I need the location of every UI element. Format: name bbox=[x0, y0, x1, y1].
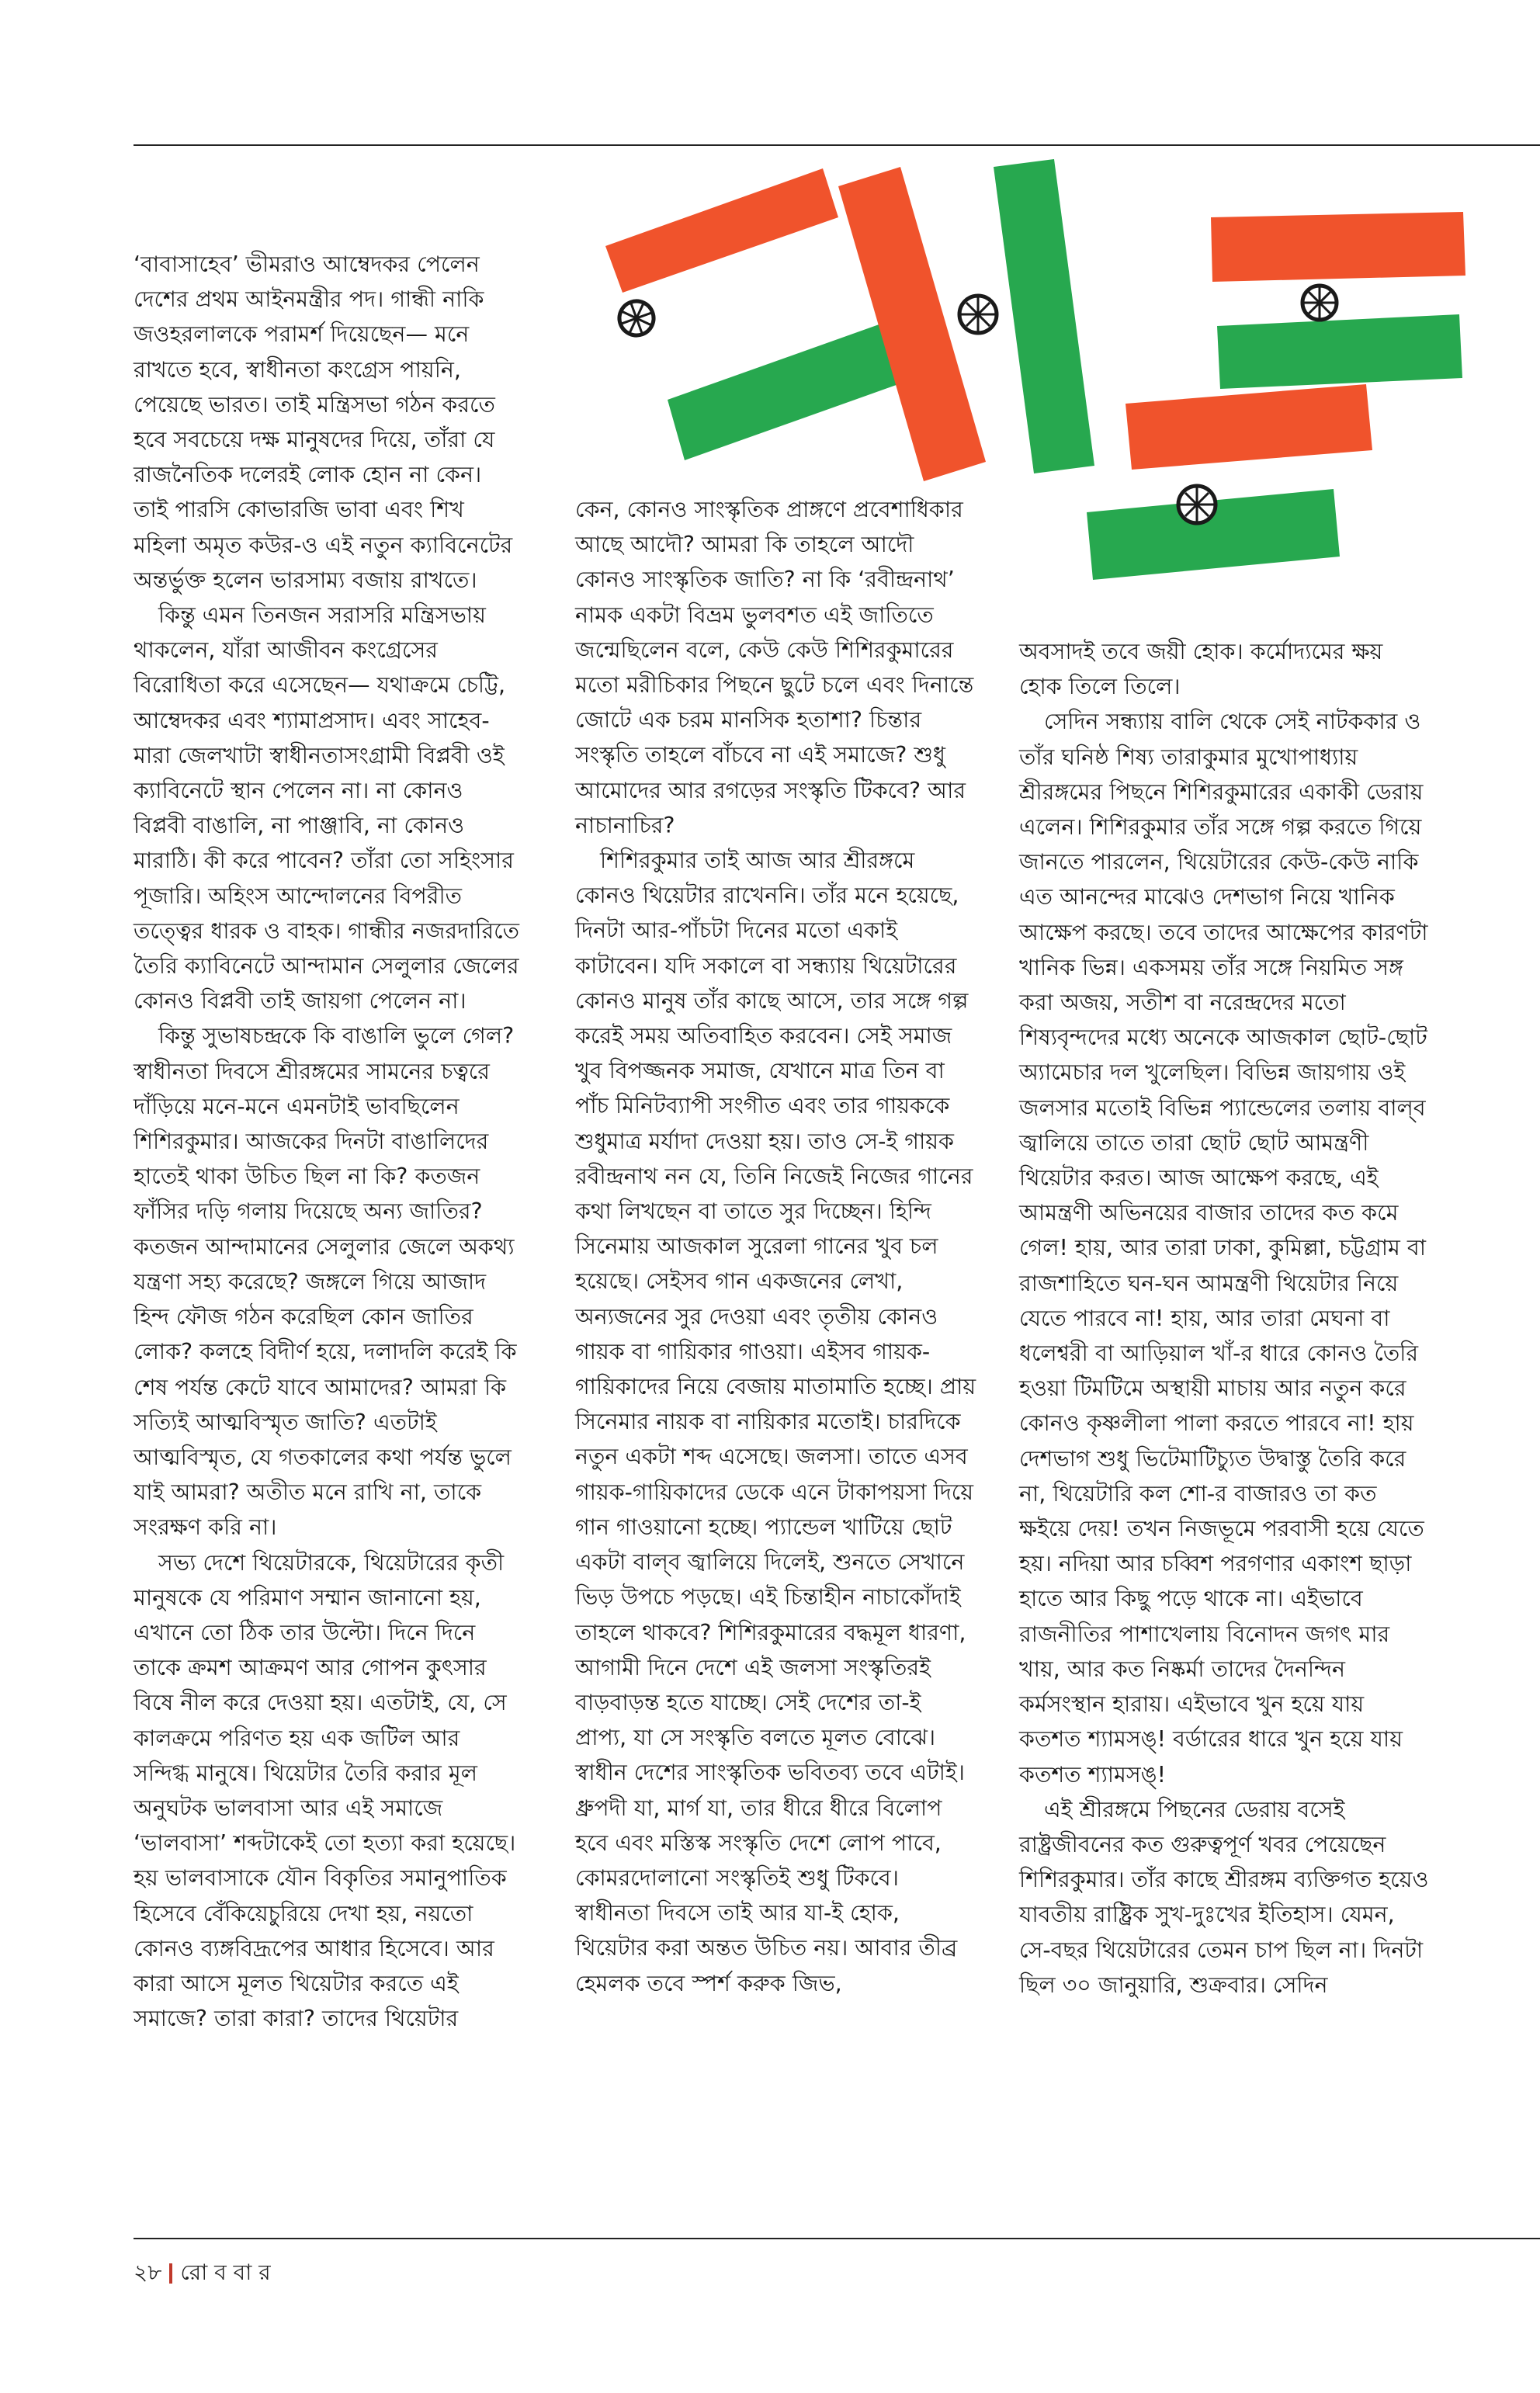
paragraph: কেন, কোনও সাংস্কৃতিক প্রাঙ্গণে প্রবেশাধিকার আছে আদৌ? আমরা কি তাহলে আদৌ কোনও সাংস্কৃতিক জাতি? না কি ‘রবীন্দ্রনাথ’ নামক একটা বিভ্রম ভুলবশত এই জাতিতে জন্মেছিলেন বলে, কেউ কেউ শিশিরকুমারের মতো মরীচিকার পিছনে ছুটে চলে এবং দিনান্তে জোটে এক চরম মানসিক হতাশা? চিন্তার সংস্কৃতি তাহলে বাঁচবে না এই সমাজে? শুধু আমোদের আর রগড়ের সংস্কৃতি টিকবে? আর নাচানাচির? bbox=[575, 497, 974, 838]
paragraph: ‘বাবাসাহেব’ ভীমরাও আম্বেদকর পেলেন দেশের প্রথম আইনমন্ত্রীর পদ। গান্ধী নাকি জওহরলালকে পরামর্শ দিয়েছেন— মনে রাখতে হবে, স্বাধীনতা কংগ্রেস পায়নি, পেয়েছে ভারত। তাই মন্ত্রিসভা গঠন করতে হবে সবচেয়ে দক্ষ মানুষদের দিয়ে, তাঁরা যে রাজনৈতিক দলেরই লোক হোন না কেন। তাই পারসি কোভারজি ভাবা এবং শিখ মহিলা অমৃত কউর-ও এই নতুন ক্যাবিনেটের অন্তর্ভুক্ত হলেন ভারসাম্য বজায় রাখতে। bbox=[134, 251, 513, 593]
flag-bottom-saffron bbox=[1126, 384, 1372, 470]
magazine-name: রো ব বা র bbox=[180, 2259, 271, 2285]
flag-left-green bbox=[668, 318, 916, 460]
article-column-3 bbox=[1019, 634, 1431, 2003]
flag-right bbox=[1211, 212, 1465, 389]
footer-divider bbox=[169, 2263, 172, 2284]
paragraph: সভ্য দেশে থিয়েটারকে, থিয়েটারের কৃতী মানুষকে যে পরিমাণ সম্মান জানানো হয়, এখানে তো ঠিক তার উল্টো। দিনে দিনে তাকে ক্রমশ আক্রমণ আর গোপন কুৎসার বিষে নীল করে দেওয়া হয়। এতটাই, যে, সে কালক্রমে পরিণত হয় এক জটিল আর সন্দিগ্ধ মানুষে। থিয়েটার তৈরি করার মূল অনুঘটক ভালবাসা আর এই সমাজে ‘ভালবাসা’ শব্দটাকেই তো হত্যা করা হয়েছে। হয় ভালবাসাকে যৌন বিকৃতির সমানুপাতিক হিসেবে বেঁকিয়েচুরিয়ে দেখা হয়, নয়তো কোনও ব্যঙ্গবিদ্রূপের আধার হিসেবে। আর কারা আসে মূলত থিয়েটার করতে এই সমাজে? তারা কারা? তাদের থিয়েটার bbox=[134, 1549, 516, 2032]
page-footer bbox=[134, 2259, 271, 2287]
paragraph: শিশিরকুমার তাই আজ আর শ্রীরঙ্গমে কোনও থিয়েটার রাখেননি। তাঁর মনে হয়েছে, দিনটা আর-পাঁচটা দিনের মতো একাই কাটাবেন। যদি সকালে বা সন্ধ্যায় থিয়েটারের কোনও মানুষ তাঁর কাছে আসে, তার সঙ্গে গল্প করেই সময় অতিবাহিত করবেন। সেই সমাজ খুব বিপজ্জনক সমাজ, যেখানে মাত্র তিন বা পাঁচ মিনিটব্যাপী সংগীত এবং তার গায়ককে শুধুমাত্র মর্যাদা দেওয়া হয়। তাও সে-ই গায়ক রবীন্দ্রনাথ নন যে, তিনি নিজেই নিজের গানের কথা লিখছেন বা তাতে সুর দিচ্ছেন। হিন্দি সিনেমায় আজকাল সুরেলা গানের খুব চল হয়েছে। সেইসব গান একজনের লেখা, অন্যজনের সুর দেওয়া এবং তৃতীয় কোনও গায়ক বা গায়িকার গাওয়া। এইসব গায়ক-গায়িকাদের নিয়ে বেজায় মাতামাতি হচ্ছে। প্রায় সিনেমার নায়ক বা নায়িকার মতোই। চারদিকে নতুন একটা শব্দ এসেছে। জলসা। তাতে এসব গায়ক-গায়িকাদের ডেকে এনে টাকাপয়সা দিয়ে গান গাওয়ানো হচ্ছে। প্যান্ডেল খাটিয়ে ছোট একটা বাল্‌ব জ্বালিয়ে দিলেই, শুনতে সেখানে ভিড় উপচে পড়ছে। এই চিন্তাহীন নাচাকোঁদাই তাহলে থাকবে? শিশিরকুমারের বদ্ধমূল ধারণা, আগামী দিনে দেশে এই জলসা সংস্কৃতিরই বাড়বাড়ন্ত হতে যাচ্ছে। সেই দেশের তা-ই প্রাপ্য, যা সে সংস্কৃতি বলতে মূলত বোঝে। স্বাধীন দেশের সাংস্কৃতিক ভবিতব্য তবে এটাই। ধ্রুপদী যা, মার্গ যা, তার ধীরে ধীরে বিলোপ হবে এবং মস্তিস্ক সংস্কৃতি দেশে লোপ পাবে, কোমরদোলানো সংস্কৃতিই শুধু টিকবে। স্বাধীনতা দিবসে তাই আর যা-ই হোক, থিয়েটার করা অন্তত উচিত নয়। আবার তীব্র হেমলক তবে স্পর্শ করুক জিভ, bbox=[575, 848, 976, 1996]
paragraph: অবসাদই তবে জয়ী হোক। কর্মোদ্যমের ক্ষয় হোক তিলে তিলে। bbox=[1019, 639, 1383, 700]
flag-right-green bbox=[1217, 314, 1462, 389]
page-number: ২৮ bbox=[134, 2259, 162, 2285]
article-column-2 bbox=[575, 492, 979, 2001]
flag-middle-green bbox=[994, 159, 1094, 473]
paragraph: কিন্তু সুভাষচন্দ্রকে কি বাঙালি ভুলে গেল? স্বাধীনতা দিবসে শ্রীরঙ্গমের সামনের চত্বরে দাঁড়িয়ে মনে-মনে এমনটাই ভাবছিলেন শিশিরকুমার। আজকের দিনটা বাঙালিদের হাতেই থাকা উচিত ছিল না কি? কতজন ফাঁসির দড়ি গলায় দিয়েছে অন্য জাতির? কতজন আন্দামানের সেলুলার জেলে অকথ্য যন্ত্রণা সহ্য করেছে? জঙ্গলে গিয়ে আজাদ হিন্দ ফৌজ গঠন করেছিল কোন জাতির লোক? কলহে বিদীর্ণ হয়ে, দলাদলি করেই কি শেষ পর্যন্ত কেটে যাবে আমাদের? আমরা কি সত্যিই আত্মবিস্মৃত জাতি? এতটাই আত্মবিস্মৃত, যে গতকালের কথা পর্যন্ত ভুলে যাই আমরা? অতীত মনে রাখি না, তাকে সংরক্ষণ করি না। bbox=[134, 1023, 517, 1541]
paragraph: এই শ্রীরঙ্গমে পিছনের ডেরায় বসেই রাষ্ট্রজীবনের কত গুরুত্বপূর্ণ খবর পেয়েছেন শিশিরকুমার। তাঁর কাছে শ্রীরঙ্গম ব্যক্তিগত হয়েও যাবতীয় রাষ্ট্রিক সুখ-দুঃখের ইতিহাস। যেমন, সে-বছর থিয়েটারের তেমন চাপ ছিল না। দিনটা ছিল ৩০ জানুয়ারি, শুক্রবার। সেদিন bbox=[1019, 1796, 1429, 1998]
flag-middle bbox=[838, 159, 1094, 481]
paragraph: সেদিন সন্ধ্যায় বালি থেকে সেই নাটককার ও তাঁর ঘনিষ্ঠ শিষ্য তারাকুমার মুখোপাধ্যায় শ্রীরঙ্গমের পিছনে শিশিরকুমারের একাকী ডেরায় এলেন। শিশিরকুমার তাঁর সঙ্গে গল্প করতে গিয়ে জানতে পারলেন, থিয়েটারের কেউ-কেউ নাকি এত আনন্দের মাঝেও দেশভাগ নিয়ে খানিক আক্ষেপ করছে। তবে তাদের আক্ষেপের কারণটা খানিক ভিন্ন। একসময় তাঁর সঙ্গে নিয়মিত সঙ্গ করা অজয়, সতীশ বা নরেন্দ্রদের মতো শিষ্যবৃন্দদের মধ্যে অনেকে আজকাল ছোট-ছোট অ্যামেচার দল খুলেছিল। বিভিন্ন জায়গায় ওই জলসার মতোই বিভিন্ন প্যান্ডেলের তলায় বাল্‌ব জ্বালিয়ে তাতে তারা ছোট ছোট আমন্ত্রণী থিয়েটার করত। আজ আক্ষেপ করছে, এই আমন্ত্রণী অভিনয়ের বাজার তাদের কত কমে গেল! হায়, আর তারা ঢাকা, কুমিল্লা, চট্টগ্রাম বা রাজশাহিতে ঘন-ঘন আমন্ত্রণী থিয়েটার নিয়ে যেতে পারবে না! হায়, আর তারা মেঘনা বা ধলেশ্বরী বা আড়িয়াল খাঁ-র ধারে কোনও তৈরি হওয়া টিমটিমে অস্থায়ী মাচায় আর নতুন করে কোনও কৃষ্ণলীলা পালা করতে পারবে না! হায় দেশভাগ শুধু ভিটেমাটিচ্যুত উদ্বাস্তু তৈরি করে না, থিয়েটারি কল শো-র বাজারও তা কত ক্ষইয়ে দেয়! তখন নিজভূমে পরবাসী হয়ে যেতে হয়। নদিয়া আর চব্বিশ পরগণার একাংশ ছাড়া হাতে আর কিছু পড়ে থাকে না। এইভাবে রাজনীতির পাশাখেলায় বিনোদন জগৎ মার খায়, আর কত নিষ্কর্মা তাদের দৈনন্দিন কর্মসংস্থান হারায়। এইভাবে খুন হয়ে যায় কতশত শ্যামসঙ্! বর্ডারের ধারে খুন হয়ে যায় কতশত শ্যামসঙ্! bbox=[1019, 709, 1428, 1788]
flag-middle-chakra-icon bbox=[959, 296, 997, 333]
paragraph: কিন্তু এমন তিনজন সরাসরি মন্ত্রিসভায় থাকলেন, যাঁরা আজীবন কংগ্রেসের বিরোধিতা করে এসেছেন— যথাক্রমে চেট্টি, আম্বেদকর এবং শ্যামাপ্রসাদ। এবং সাহেব-মারা জেলখাটা স্বাধীনতাসংগ্রামী বিপ্লবী ওই ক্যাবিনেটে স্থান পেলেন না। না কোনও বিপ্লবী বাঙালি, না পাঞ্জাবি, না কোনও মারাঠি। কী করে পাবেন? তাঁরা তো সহিংসার পূজারি। অহিংস আন্দোলনের বিপরীত তত্ত্বের ধারক ও বাহক। গান্ধীর নজরদারিতে তৈরি ক্যাবিনেটে আন্দামান সেলুলার জেলের কোনও বিপ্লবী তাই জায়গা পেলেন না। bbox=[134, 602, 519, 1014]
flag-bottom-chakra-icon bbox=[1178, 486, 1216, 523]
flag-left-chakra-icon bbox=[615, 297, 658, 340]
article-column-1 bbox=[134, 247, 522, 2036]
header-rule bbox=[134, 144, 1540, 146]
flag-left-saffron bbox=[605, 168, 838, 293]
flag-right-chakra-icon bbox=[1302, 286, 1337, 320]
flag-bottom bbox=[1087, 384, 1372, 580]
footer-rule bbox=[134, 2238, 1540, 2239]
flag-right-saffron bbox=[1211, 212, 1465, 282]
